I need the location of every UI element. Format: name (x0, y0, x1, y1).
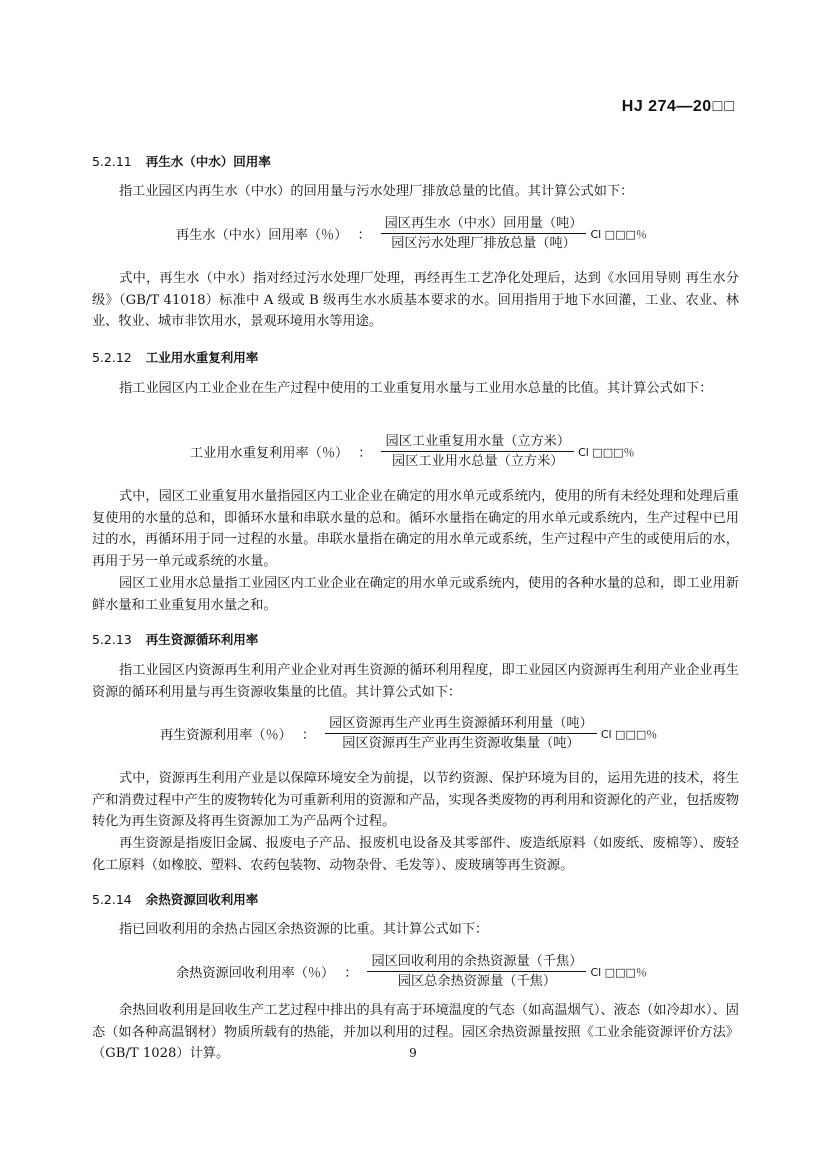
section-intro: 指已回收利用的余热占园区余热资源的比重。其计算公式如下： (119, 922, 489, 937)
formula-denominator: 园区污水处理厂排放总量（吨） (391, 236, 576, 251)
formula (176, 214, 647, 253)
section-intro: 指工业园区内资源再生利用产业企业对再生资源的循环利用程度，即工业园区内资源再生利用产业企业再生资源的循环利用量与再生资源收集量的比值。其计算公式如下： (92, 663, 739, 700)
section-intro: 指工业园区内工业企业在生产过程中使用的工业重复用水量与工业用水总量的比值。其计算公式如下： (119, 381, 713, 396)
section-note: 式中，资源再生利用产业是以保障环境安全为前提，以节约资源、保护环境为目的，运用先进的技术，将生产和消费过程中产生的废物转化为可重新利用的资源和产品，实现各类废物的再利用和资源化的产业，包括废物转化为再生资源及将再生资源加工为产品两个过程。 (92, 771, 739, 829)
section-title: 再生水（中水）回用率 (145, 154, 271, 169)
section-title: 再生资源循环利用率 (145, 632, 259, 647)
section-number: 5.2.11 (92, 154, 132, 169)
formula-fraction (381, 214, 587, 253)
section-note: 式中，再生水（中水）指对经过污水处理厂处理，再经再生工艺净化处理后，达到《水回用导则 再生水分级》（GB/T 41018）标准中 A 级或 B 级再生水水质基本要求的水。回用指用于地下水回灌，工业、农业、林业、牧业、城市非饮用水，景观环境用水等用途。 (92, 271, 739, 329)
formula-denominator: 园区资源再生产业再生资源收集量（吨） (342, 736, 580, 751)
section-heading (92, 152, 271, 170)
section-note: 式中，园区工业重复用水量指园区内工业企业在确定的用水单元或系统内，使用的所有未经处理和处理后重复使用的水量的总和，即循环水量和串联水量的总和。循环水量指在确定的用水单元或系统内，生产过程中已用过的水，再循环用于同一过程的水量。串联水量指在确定的用水单元或系统，生产过程中产生的或使用后的水，再用于另一单元或系统的水量。 (92, 489, 739, 569)
formula-fraction (381, 432, 574, 471)
formula-numerator: 园区工业重复用水量（立方米） (385, 434, 571, 449)
standard-code: HJ 274—20 (621, 98, 712, 115)
section-title: 工业用水重复利用率 (145, 350, 259, 365)
formula-tail: Cl □□□％ (590, 227, 647, 241)
standard-code-header (622, 98, 736, 116)
formula-numerator: 园区资源再生产业再生资源循环利用量（吨） (329, 716, 593, 731)
section-heading (92, 348, 258, 366)
formula-fraction (325, 714, 597, 753)
formula-colon: ： (344, 966, 358, 981)
formula-lhs: 余热资源回收利用率（％） (176, 966, 335, 981)
section-note: 再生资源是指废旧金属、报废电子产品、报废机电设备及其零部件、废造纸原料（如废纸、废棉等）、废轻化工原料（如橡胶、塑料、农药包装物、动物杂骨、毛发等）、废玻璃等再生资源。 (92, 836, 739, 873)
formula-colon: ： (357, 228, 371, 243)
formula (176, 952, 647, 991)
formula-tail: Cl □□□％ (590, 965, 647, 979)
section-number: 5.2.14 (92, 892, 132, 907)
formula-lhs: 再生资源利用率（％） (160, 728, 292, 743)
formula (160, 714, 657, 753)
formula-denominator: 园区工业用水总量（立方米） (392, 454, 564, 469)
section-number: 5.2.12 (92, 350, 132, 365)
formula-colon: ： (358, 446, 372, 461)
formula-fraction (367, 952, 586, 991)
formula-tail: Cl □□□％ (578, 445, 635, 459)
section-note: 余热回收利用是回收生产工艺过程中排出的具有高于环境温度的气态（如高温烟气）、液态（如冷却水）、固态（如各种高温钢材）物质所载有的热能，并加以利用的过程。园区余热资源量按照《工业余能资源评价方法》（GB/T 1028）计算。 (92, 1003, 739, 1061)
section-heading (92, 890, 258, 908)
standard-year-placeholder: □□ (712, 98, 736, 115)
formula (190, 432, 634, 471)
formula-denominator: 园区总余热资源量（千焦） (397, 974, 557, 989)
section-note: 园区工业用水总量指工业园区内工业企业在确定的用水单元或系统内，使用的各种水量的总和，即工业用新鲜水量和工业重复用水量之和。 (92, 576, 739, 613)
section-intro: 指工业园区内再生水（中水）的回用量与污水处理厂排放总量的比值。其计算公式如下： (119, 184, 634, 199)
formula-tail: Cl □□□％ (600, 727, 658, 741)
formula-numerator: 园区再生水（中水）回用量（吨） (384, 216, 583, 231)
formula-numerator: 园区回收利用的余热资源量（千焦） (371, 954, 583, 969)
formula-colon: ： (301, 728, 316, 743)
section-title: 余热资源回收利用率 (145, 892, 259, 907)
section-number: 5.2.13 (92, 632, 132, 647)
page-number: 9 (409, 1046, 417, 1060)
formula-lhs: 再生水（中水）回用率（％） (176, 228, 348, 243)
section-heading (92, 630, 258, 648)
formula-lhs: 工业用水重复利用率（％） (190, 446, 349, 461)
